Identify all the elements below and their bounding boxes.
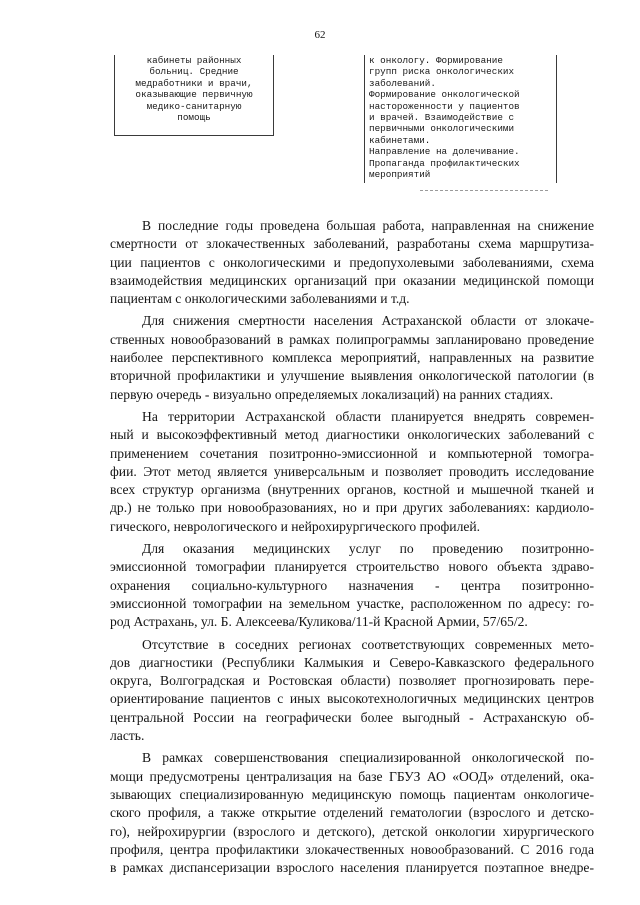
text-line: всех структур организма (внутренних органов, костной и мышечной тканей и	[110, 482, 594, 498]
left-cell-line: больниц. Средние	[149, 66, 239, 78]
left-table-cell	[114, 55, 274, 136]
paragraph	[110, 540, 594, 631]
text-line: ского профиля, а также открытие отделений гематологии (взрослого и детско-	[110, 805, 594, 821]
text-line: профиля, центра профилактики злокачественных новообразований. С 2016 года	[110, 841, 594, 857]
text-line: гического, неврологического и нейрохирургического профилей.	[110, 518, 481, 534]
text-line: Для оказания медицинских услуг по проведению позитронно-	[142, 541, 594, 557]
text-line: др.) не только при новообразованиях, но и при других заболеваниях: кардиоло-	[110, 500, 594, 516]
paragraph	[110, 749, 594, 877]
right-cell-line: заболеваний.	[369, 77, 436, 89]
text-line: пациентам с онкологическими заболеваниями и т.д.	[110, 291, 410, 307]
text-line: мощи предусмотрены централизация на базе ГБУЗ АО «ООД» отделений, ока-	[110, 768, 594, 784]
text-line: дов диагностики (Республики Калмыкия и Северо-Кавказского федерального	[110, 654, 594, 670]
text-line: го), нейрохирургии (взрослого и детского), детской онкологии хирургического	[110, 823, 594, 839]
text-line: эмиссионной томографии планируется строительство нового объекта здраво-	[110, 559, 594, 575]
left-cell-line: медико-санитарную	[146, 100, 242, 112]
body-text	[110, 217, 594, 877]
right-cell-line: и врачей. Взаимодействие с	[369, 112, 515, 124]
paragraph	[110, 408, 594, 536]
text-line: вторичной профилактики и улучшение выявления онкологической патологии (в	[110, 368, 594, 384]
right-cell-line: первичными онкологическими	[369, 123, 515, 135]
paragraph	[110, 217, 594, 308]
right-cell-line: Направление на долечивание.	[369, 146, 520, 158]
paragraph	[110, 636, 594, 746]
text-line: первую очередь - визуально определяемых локализаций) на ранних стадиях.	[110, 386, 554, 402]
right-cell-line: кабинетами.	[369, 134, 431, 146]
text-line: Отсутствие в соседних регионах соответствующих современных мето-	[142, 636, 594, 652]
right-cell-line: Формирование онкологической	[369, 89, 520, 101]
text-line: эмиссионной томографии на земельном участке, расположенном по адресу: го-	[110, 595, 594, 611]
text-line: наиболее перспективного комплекса мероприятий, направленных на развитие	[110, 350, 594, 366]
left-cell-line: оказывающие первичную	[135, 89, 253, 101]
table-bottom-divider	[420, 190, 548, 191]
right-cell-line: к онкологу. Формирование	[369, 55, 503, 66]
text-line: В рамках совершенствования специализированной онкологической по-	[142, 750, 594, 766]
left-cell-line: помощь	[177, 112, 211, 124]
text-line: ственных новообразований в рамках полипрограммы запланировано проведение	[110, 331, 594, 347]
text-line: Для снижения смертности населения Астраханской области от злокаче-	[142, 313, 594, 329]
text-line: зывающих специализированную медицинскую помощь пациентам онкологиче-	[110, 786, 594, 802]
text-line: На территории Астраханской области планируется внедрять современ-	[142, 408, 594, 424]
left-cell-line: медработники и врачи,	[135, 77, 253, 89]
right-table-cell	[364, 55, 557, 183]
text-line: фии. Этот метод является универсальным и позволяет проводить исследование	[110, 463, 594, 479]
text-line: смертности от злокачественных заболеваний, разработаны схема маршрутиза-	[110, 236, 594, 252]
right-cell-line: мероприятий	[369, 169, 431, 181]
text-line: применением сочетания позитронно-эмиссионной и компьютерной томогра-	[110, 445, 594, 461]
text-line: ный и высокоэффективный метод диагностики онкологических заболеваний с	[110, 427, 594, 443]
text-line: в рамках диспансеризации взрослого населения планируется поэтапное внедре-	[110, 860, 594, 876]
right-cell-line: Пропаганда профилактических	[369, 157, 520, 169]
text-line: округа, Волгоградская и Ростовская области) позволяет прогнозировать пере-	[110, 673, 594, 689]
text-line: центральной России на географически более выгодный - Астраханскую об-	[110, 709, 594, 725]
paragraph	[110, 312, 594, 403]
right-cell-line: групп риска онкологических	[369, 66, 515, 78]
text-line: род Астрахань, ул. Б. Алексеева/Куликова/11-й Красной Армии, 57/65/2.	[110, 614, 528, 630]
text-line: В последние годы проведена большая работа, направленная на снижение	[142, 218, 594, 233]
page-number: 62	[314, 29, 326, 41]
text-line: ориентирование пациентов с иных высокотехнологичных медицинских центров	[110, 691, 594, 707]
text-line: ласть.	[110, 728, 145, 744]
left-cell-line: кабинеты районных	[146, 55, 242, 66]
text-line: ции пациентов с онкологическими и предопухолевыми заболеваниями, схема	[110, 254, 594, 270]
right-cell-line: настороженности у пациентов	[369, 100, 520, 112]
text-line: взаимодействия медицинских организаций при оказании медицинской помощи	[110, 272, 594, 288]
text-line: охранения социально-культурного назначения - центра позитронно-	[110, 577, 594, 593]
